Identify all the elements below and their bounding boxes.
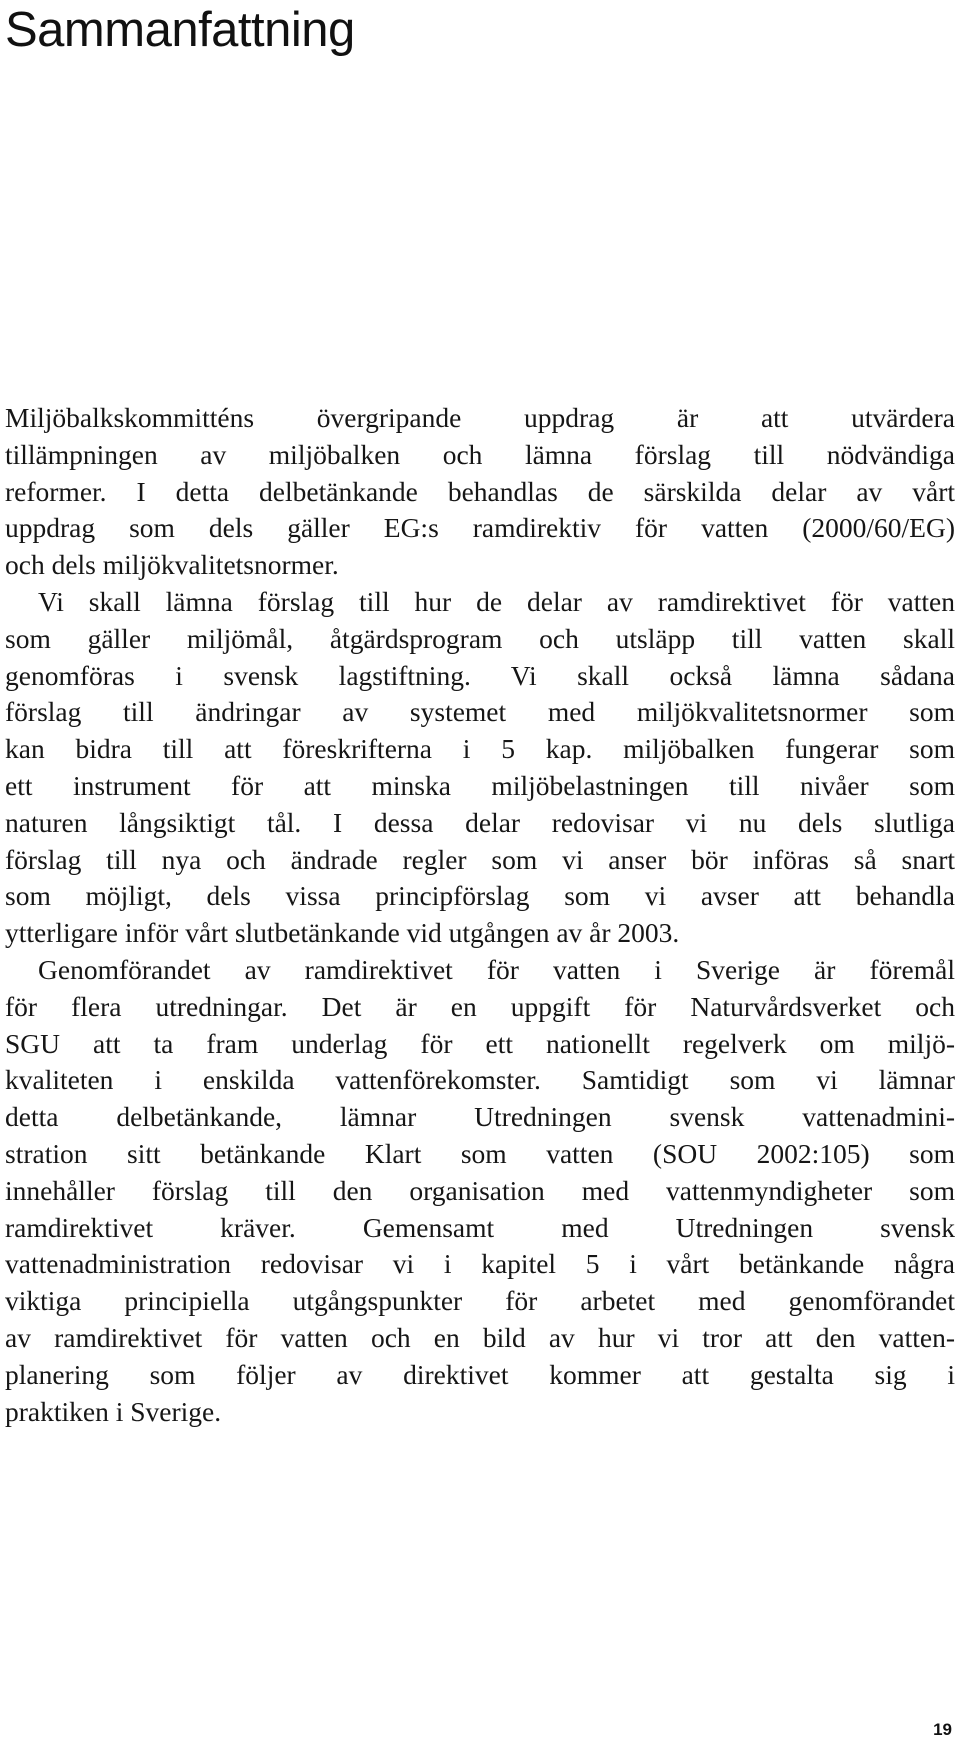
text-line: tillämpningen av miljöbalken och lämna förslag till nödvändiga <box>5 438 955 470</box>
text-line: planering som följer av direktivet kommer att gestalta sig i <box>5 1358 955 1390</box>
text-line: reformer. I detta delbetänkande behandlas de särskilda delar av vårt <box>5 475 955 507</box>
text-line: Genomförandet av ramdirektivet för vatten i Sverige är föremål <box>38 953 955 985</box>
text-line: ett instrument för att minska miljöbelastningen till nivåer som <box>5 769 955 801</box>
text-line: detta delbetänkande, lämnar Utredningen svensk vattenadmini- <box>5 1101 955 1133</box>
text-line: stration sitt betänkande Klart som vatten (SOU 2002:105) som <box>5 1137 955 1169</box>
text-line: Vi skall lämna förslag till hur de delar av ramdirektivet för vatten <box>38 585 955 617</box>
text-line: förslag till ändringar av systemet med miljökvalitetsnormer som <box>5 696 955 728</box>
text-line: för flera utredningar. Det är en uppgift för Naturvårdsverket och <box>5 990 955 1022</box>
text-line: av ramdirektivet för vatten och en bild av hur vi tror att den vatten- <box>5 1321 955 1353</box>
text-line: uppdrag som dels gäller EG:s ramdirektiv för vatten (2000/60/EG) <box>5 512 955 544</box>
text-line: viktiga principiella utgångspunkter för arbetet med genomförandet <box>5 1285 955 1317</box>
text-line: naturen långsiktigt tål. I dessa delar redovisar vi nu dels slutliga <box>5 806 955 838</box>
text-line: ytterligare inför vårt slutbetänkande vid utgången av år 2003. <box>5 917 680 949</box>
text-line: som gäller miljömål, åtgärdsprogram och utsläpp till vatten skall <box>5 622 955 654</box>
text-line: genomföras i svensk lagstiftning. Vi skall också lämna sådana <box>5 659 955 691</box>
text-line: kan bidra till att föreskrifterna i 5 kap. miljöbalken fungerar som <box>5 733 955 765</box>
text-line: ramdirektivet kräver. Gemensamt med Utredningen svensk <box>5 1211 955 1243</box>
text-line: vattenadministration redovisar vi i kapitel 5 i vårt betänkande några <box>5 1248 955 1280</box>
text-line: som möjligt, dels vissa principförslag som vi avser att behandla <box>5 880 955 912</box>
text-line: och dels miljökvalitetsnormer. <box>5 549 339 581</box>
text-line: förslag till nya och ändrade regler som vi anser bör införas så snart <box>5 843 955 875</box>
text-line: praktiken i Sverige. <box>5 1395 222 1427</box>
text-line: kvaliteten i enskilda vattenförekomster. Samtidigt som vi lämnar <box>5 1064 955 1096</box>
text-line: innehåller förslag till den organisation med vattenmyndigheter som <box>5 1174 955 1206</box>
text-line: Miljöbalkskommitténs övergripande uppdrag är att utvärdera <box>5 402 955 433</box>
body-text <box>5 400 955 1430</box>
page-number: 19 <box>933 1720 952 1739</box>
page-title: Sammanfattning <box>5 3 355 57</box>
text-line: SGU att ta fram underlag för ett nationellt regelverk om miljö- <box>5 1027 955 1059</box>
